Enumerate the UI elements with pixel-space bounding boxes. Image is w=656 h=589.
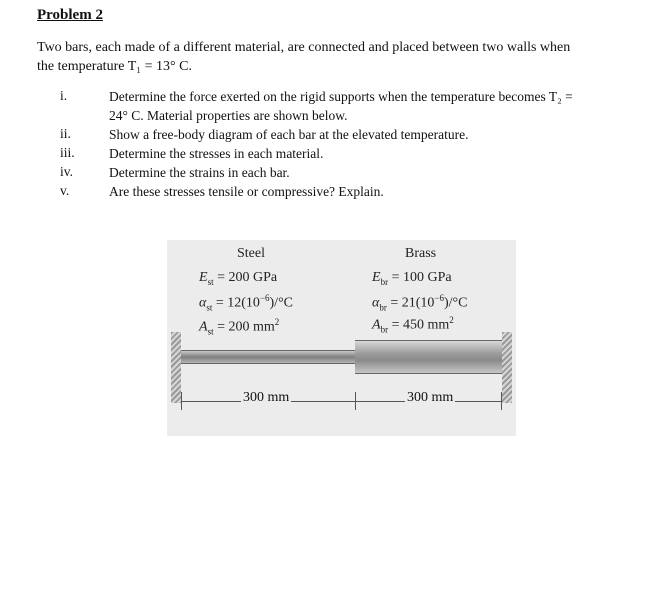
item-text-line: 24° C. Material properties are shown below. [109,107,348,123]
item-number: iv. [60,164,73,179]
steel-modulus: $E_{st} = 200$ GPa [199,270,278,287]
item-text: Show a free-body diagram of each bar at the elevated temperature. [109,127,469,142]
item-number: ii. [60,126,71,141]
steel-area: $A_{st} = 200$ $mm^2$ [199,317,280,337]
brass-length-label: 300 mm [407,390,454,405]
intro-line-1: Two bars, each made of a different material, are connected and placed between two walls when [37,40,571,55]
left-wall [171,332,181,403]
item-text: Are these stresses tensile or compressive? Explain. [109,184,384,199]
right-wall [502,332,512,403]
steel-bar [181,350,355,364]
item-text: Determine the strains in each bar. [109,165,290,180]
item-text-line: Determine the force exerted on the rigid supports when the temperature becomes T₂ = [109,89,573,104]
problem-title: Problem 2 [37,7,103,23]
problem-intro [37,38,647,76]
bar-diagram-figure [167,240,516,436]
steel-length-label: 300 mm [243,390,290,405]
item-text: Determine the stresses in each material. [109,146,324,161]
steel-title: Steel [237,246,265,261]
item-number: i. [60,88,68,103]
item-text [109,88,649,125]
item-number: v. [60,183,70,198]
brass-bar [355,340,502,374]
dimension-tick [501,392,502,410]
item-number: iii. [60,145,75,160]
brass-expansion-coefficient: $\alpha_{br} = 21(10^{-6})/^\circ C$ [372,293,468,313]
brass-area: $A_{br} = 450$ $mm^2$ [372,315,454,335]
brass-title: Brass [405,246,437,261]
steel-expansion-coefficient: $\alpha_{st} = 12(10^{-6})/^\circ C$ [199,293,294,313]
brass-modulus: $E_{br} = 100$ GPa [372,270,452,287]
intro-line-2: the temperature T₁ = 13° C. [37,59,192,74]
